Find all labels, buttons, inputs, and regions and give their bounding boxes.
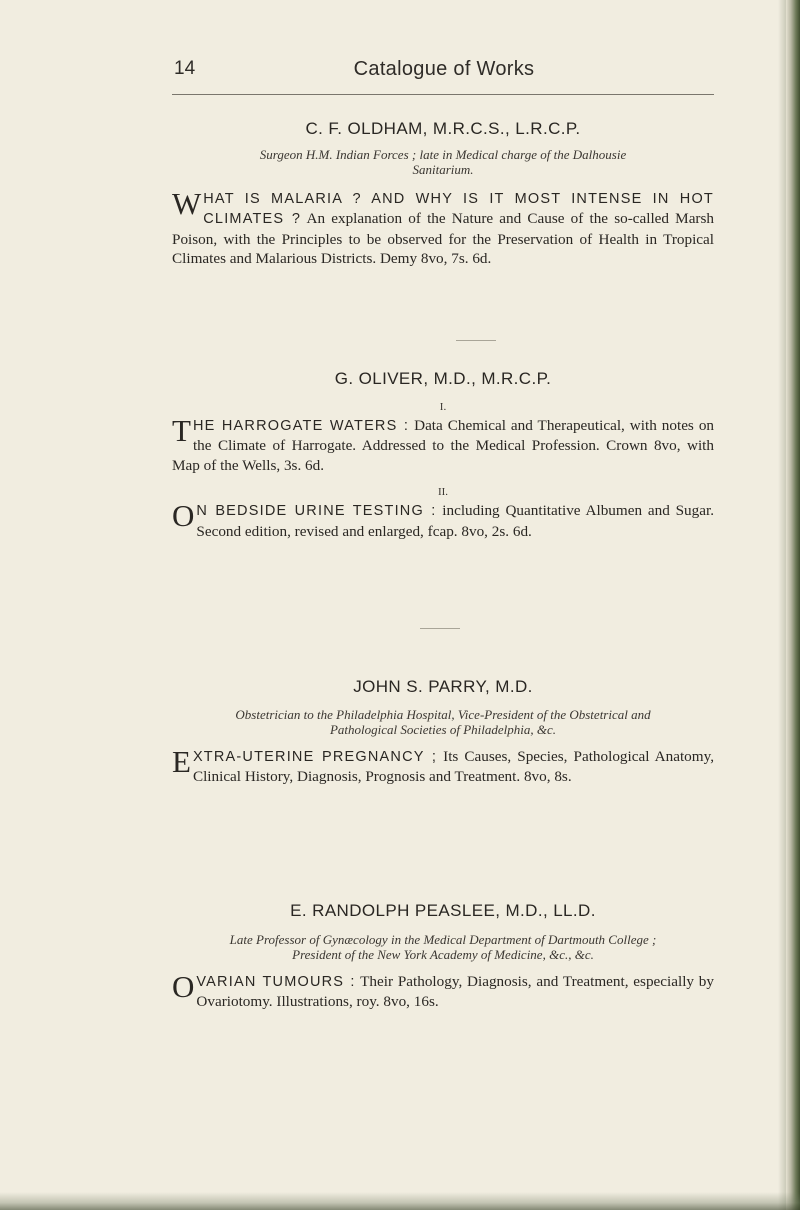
work-listing <box>172 413 715 475</box>
drop-cap: T <box>172 413 191 448</box>
work-title: HE HARROGATE WATERS : <box>192 418 410 434</box>
author-affiliation <box>172 707 714 737</box>
drop-cap: O <box>172 498 195 534</box>
section-divider <box>456 340 496 341</box>
affiliation-line: Sanitarium. <box>412 162 474 177</box>
work-description: including Quantitative Albumen and Sugar. Second edition, revised and enlarged, fcap. 8vo, 2s. 6d. <box>196 502 714 540</box>
work-numeral: II. <box>437 486 449 499</box>
author-affiliation <box>172 147 714 177</box>
affiliation-line: Surgeon H.M. Indian Forces ; late in Medical charge of the Dalhousie <box>259 147 627 162</box>
catalogue-entry <box>172 676 714 787</box>
affiliation-line: President of the New York Academy of Medicine, &c., &c. <box>292 947 594 962</box>
page-bottom-edge <box>0 1192 800 1210</box>
affiliation-line: Obstetrician to the Philadelphia Hospital, Vice-President of the Obstetrical and <box>235 707 651 722</box>
author-name: JOHN S. PARRY, M.D. <box>353 677 533 696</box>
work-listing <box>172 744 714 787</box>
work-description: Its Causes, Species, Pathological Anatomy, Clinical History, Diagnosis, Prognosis and Treatment. 8vo, 8s. <box>192 748 714 786</box>
work-title: HAT IS MALARIA ? AND WHY IS IT MOST INTENSE IN HOT CLIMATES ? <box>203 191 714 228</box>
running-title: Catalogue of Works <box>353 58 535 80</box>
page-edge <box>786 0 800 1210</box>
page-gutter-shadow <box>778 0 786 1210</box>
work-description: Data Chemical and Therapeutical, with notes on the Climate of Harrogate. Addressed to the Medical Profession. Crown 8vo, with Map of the Wells, 3s. 6d. <box>172 417 715 474</box>
drop-cap: W <box>172 186 202 221</box>
work-listing <box>172 498 714 541</box>
running-header <box>174 58 714 86</box>
work-description: An explanation of the Nature and Cause of the so-called Marsh Poison, with the Principles to be observed for the Preservation of Health in Tropical Climates and Malarious Districts. Demy 8vo, 7s. 6d. <box>172 210 714 268</box>
catalogue-entry <box>172 900 714 1012</box>
section-divider <box>420 628 460 629</box>
drop-cap: O <box>172 969 195 1004</box>
affiliation-line: Pathological Societies of Philadelphia, &c. <box>329 722 556 737</box>
work-listing <box>172 186 714 269</box>
work-title: N BEDSIDE URINE TESTING : <box>196 503 437 520</box>
page-number: 14 <box>174 58 196 79</box>
work-listing <box>172 969 714 1012</box>
catalogue-entry <box>172 368 714 541</box>
author-affiliation <box>172 932 714 962</box>
affiliation-line: Late Professor of Gynæcology in the Medical Department of Dartmouth College ; <box>229 932 657 947</box>
drop-cap: E <box>172 744 191 779</box>
header-rule <box>172 94 714 95</box>
author-name: G. OLIVER, M.D., M.R.C.P. <box>334 369 552 388</box>
work-title: XTRA-UTERINE PREGNANCY ; <box>192 749 438 765</box>
work-title: VARIAN TUMOURS : <box>196 974 356 990</box>
catalogue-entry <box>172 118 714 269</box>
work-numeral: I. <box>439 401 447 413</box>
author-name: C. F. OLDHAM, M.R.C.S., L.R.C.P. <box>305 119 581 138</box>
author-name: E. RANDOLPH PEASLEE, M.D., LL.D. <box>290 901 596 920</box>
work-description: Their Pathology, Diagnosis, and Treatment, especially by Ovariotomy. Illustrations, roy. 8vo, 16s. <box>196 973 714 1011</box>
